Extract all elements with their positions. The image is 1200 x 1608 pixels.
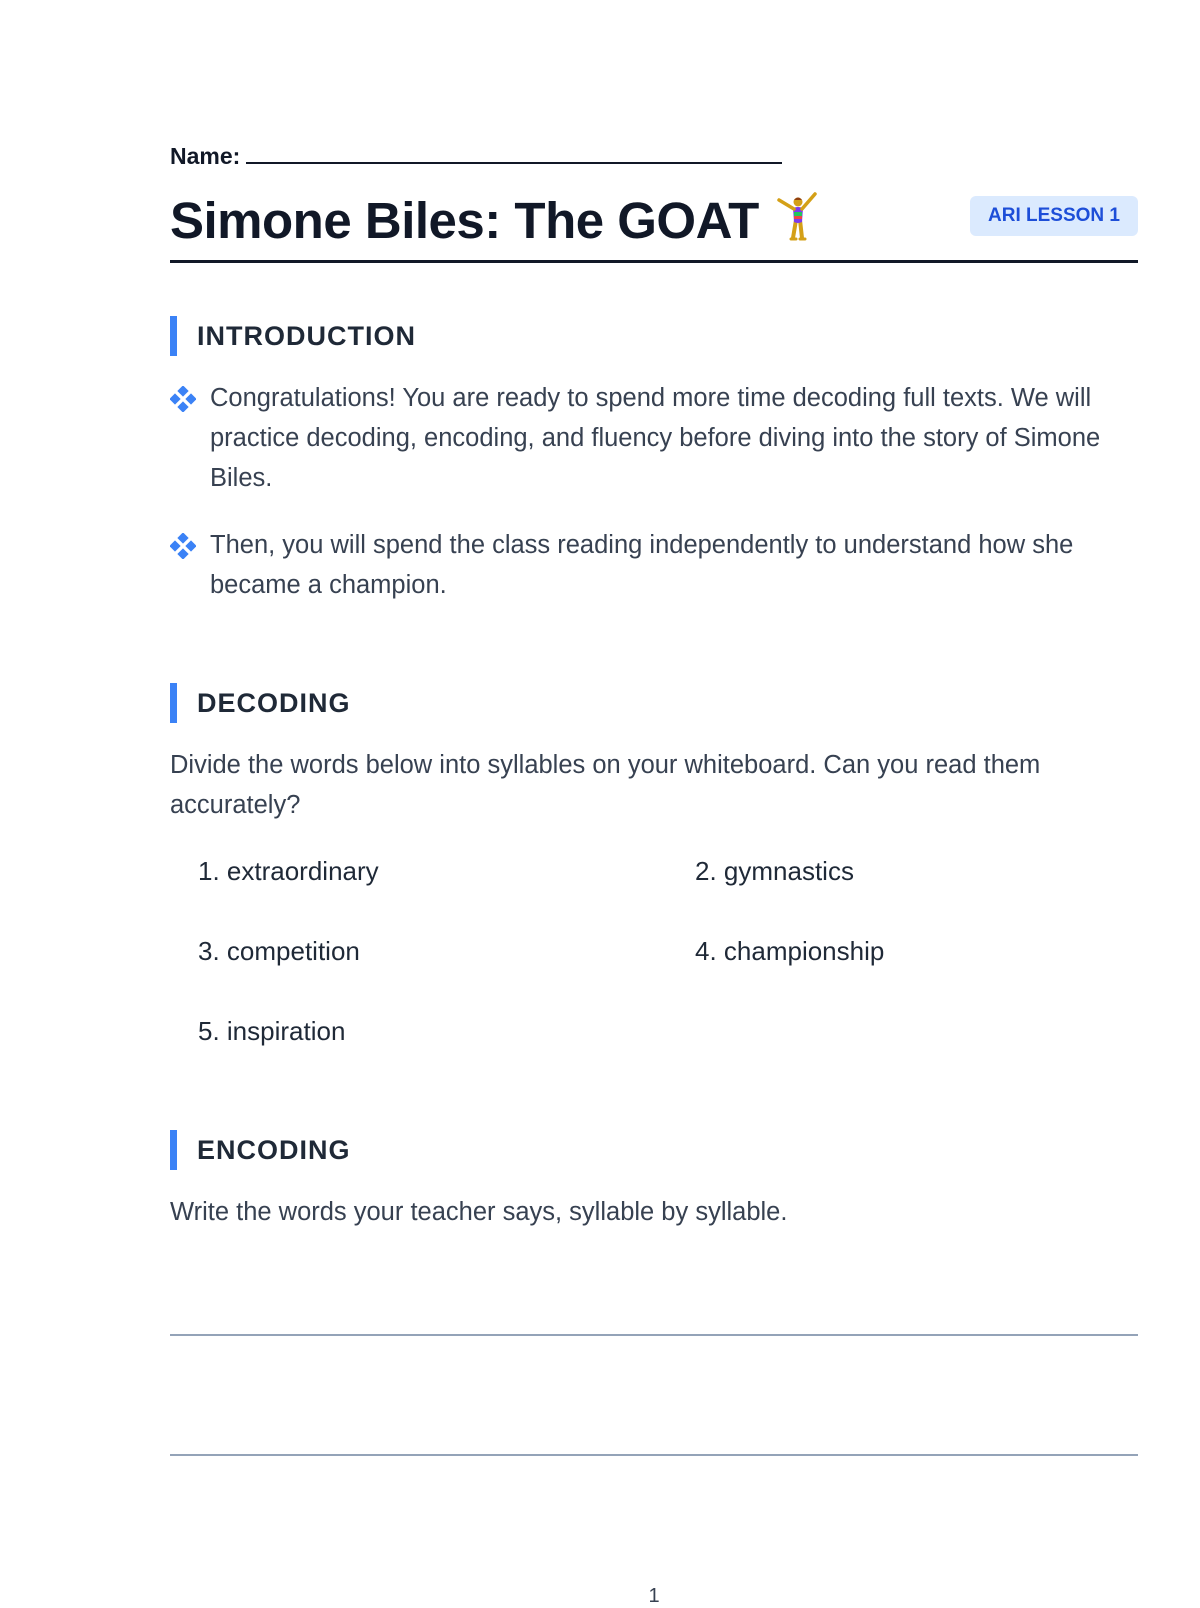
name-field <box>170 140 782 170</box>
answer-line-1[interactable] <box>170 1334 1138 1336</box>
encoding-instruction: Write the words your teacher says, syllable by syllable. <box>170 1198 788 1226</box>
worksheet-page <box>170 0 1138 1607</box>
name-label: Name: <box>170 143 241 169</box>
diamond-bullet-icon <box>170 386 196 412</box>
decoding-word-5: 5. inspiration <box>198 1016 346 1046</box>
decoding-instruction: Divide the words below into syllables on your whiteboard. Can you read them accurately? <box>170 751 1041 819</box>
page-title <box>170 186 827 251</box>
title-row <box>170 180 1138 263</box>
intro-bullet-2 <box>170 525 1138 605</box>
decoding-word-4: 4. championship <box>695 936 885 966</box>
page-number: 1 <box>648 1585 660 1607</box>
intro-bullet-1 <box>170 378 1138 498</box>
decoding-heading: DECODING <box>170 683 351 723</box>
gymnast-cartwheel-icon <box>767 186 827 246</box>
intro-bullet-text: Congratulations! You are ready to spend more time decoding full texts. We will practice decoding, encoding, and fluency before diving into the story of Simone Biles. <box>210 384 1101 492</box>
intro-bullet-text: Then, you will spend the class reading independently to understand how she became a champion. <box>210 531 1074 599</box>
encoding-heading: ENCODING <box>170 1130 351 1170</box>
answer-line-2[interactable] <box>170 1454 1138 1456</box>
decoding-word-3: 3. competition <box>198 936 360 966</box>
diamond-bullet-icon <box>170 533 196 559</box>
name-blank-line[interactable] <box>246 140 782 164</box>
decoding-word-1: 1. extraordinary <box>198 856 379 886</box>
decoding-word-2: 2. gymnastics <box>695 856 854 886</box>
lesson-badge: ARI LESSON 1 <box>970 196 1138 236</box>
introduction-heading: INTRODUCTION <box>170 316 416 356</box>
page-title-text: Simone Biles: The GOAT <box>170 192 759 249</box>
